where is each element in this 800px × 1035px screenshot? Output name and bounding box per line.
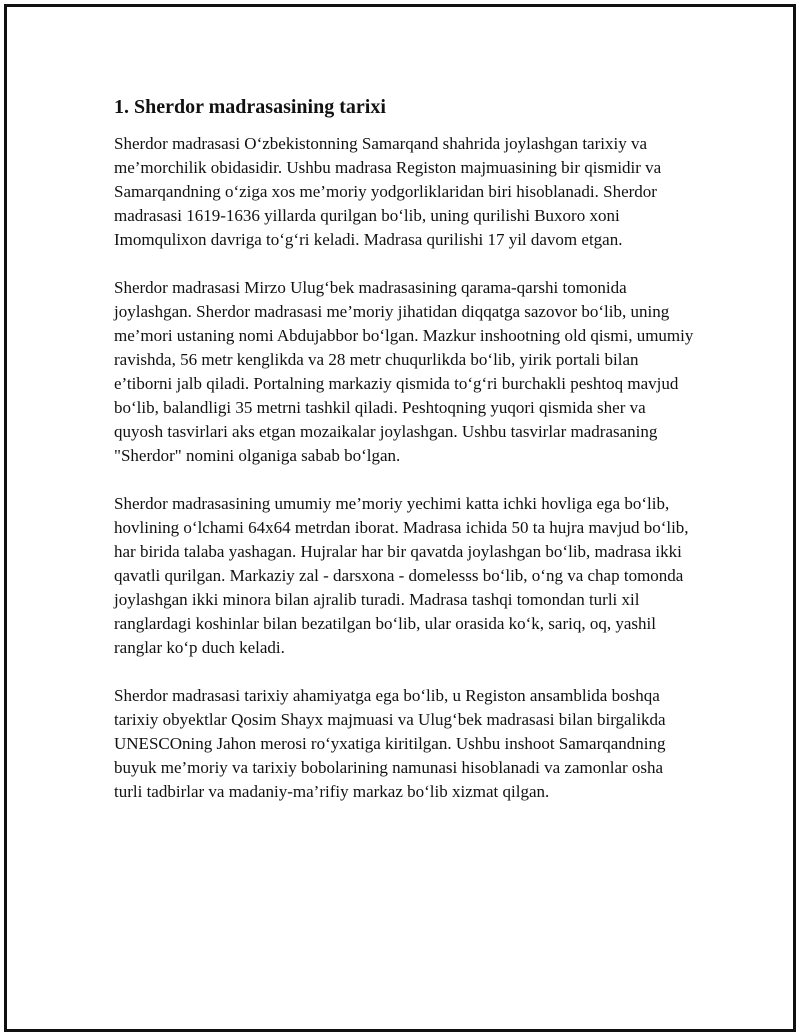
paragraph-3: Sherdor madrasasining umumiy me’moriy yechimi katta ichki hovliga ega bo‘lib, hovlining o‘lchami 64x64 metrdan iborat. Madrasa ichida 50 ta hujra mavjud bo‘lib, har birida talaba yashagan. Hujralar har bir qavatda joylashgan bo‘lib, madrasa ikki qavatli qurilgan. Markaziy zal - darsxona - domelesss bo‘lib, o‘ng va chap tomonda joylashgan ikki minora bilan ajralib turadi. Madrasa tashqi tomondan turli xil ranglardagi koshinlar bilan bezatilgan bo‘lib, ular orasida ko‘k, sariq, oq, yashil ranglar ko‘p duch keladi. [114,494,689,657]
document-title: 1. Sherdor madrasasining tarixi [114,96,386,118]
paragraph-2: Sherdor madrasasi Mirzo Ulug‘bek madrasasining qarama-qarshi tomonida joylashgan. Sherdor madrasasi me’moriy jihatidan diqqatga sazovor bo‘lib, uning me’mori ustaning nomi Abdujabbor bo‘lgan. Mazkur inshootning old qismi, umumiy ravishda, 56 metr kenglikda va 28 metr chuqurlikda bo‘lib, yirik portali bilan e’tiborni jalb qiladi. Portalning markaziy qismida to‘g‘ri burchakli peshtoq mavjud bo‘lib, balandligi 35 metrni tashkil qiladi. Peshtoqning yuqori qismida sher va quyosh tasvirlari aks etgan mozaikalar joylashgan. Ushbu tasvirlar madrasaning "Sherdor" nomini olganiga sabab bo‘lgan. [114,278,694,465]
paragraph-4: Sherdor madrasasi tarixiy ahamiyatga ega bo‘lib, u Registon ansamblida boshqa tarixiy obyektlar Qosim Shayx majmuasi va Ulug‘bek madrasasi bilan birgalikda UNESCOning Jahon merosi ro‘yxatiga kiritilgan. Ushbu inshoot Samarqandning buyuk me’moriy va tarixiy bobolarining namunasi hisoblanadi va zamonlar osha turli tadbirlar va madaniy-ma’rifiy markaz bo‘lib xizmat qilgan. [114,686,666,801]
document-body [114,88,694,828]
paragraph-1: Sherdor madrasasi O‘zbekistonning Samarqand shahrida joylashgan tarixiy va me’morchilik obidasidir. Ushbu madrasa Registon majmuasining bir qismidir va Samarqandning o‘ziga xos me’moriy yodgorliklaridan biri hisoblanadi. Sherdor madrasasi 1619-1636 yillarda qurilgan bo‘lib, uning qurilishi Buxoro xoni Imomqulixon davriga to‘g‘ri keladi. Madrasa qurilishi 17 yil davom etgan. [114,134,662,249]
